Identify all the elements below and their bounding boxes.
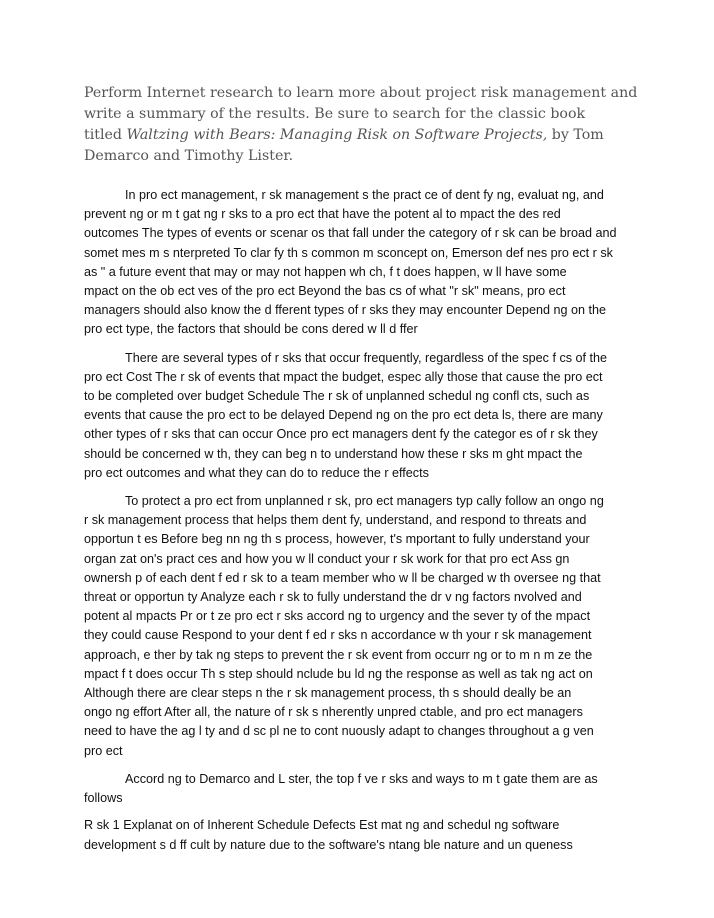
paragraph-risk-management-definition: In pro ect management, r sk management s the pract ce of dent fy ng, evaluat ng, and prevent ng or m t gat ng r sks to a pro ect that have the potent al to mpact the des red outcomes The types of events or scenar os that fall under the category of r sk can be broad and somet mes m s nterpreted To clar fy th s common m sconcept on, Emerson def nes pro ect r sk as " a future event that may or may not happen wh ch, f t does happen, w ll have some mpact on the ob ect ves of the pro ect Beyond the bas cs of what "r sk" means, pro ect managers should also know the d fferent types of r sks they may encounter Depend ng on the pro ect type, the factors that should be cons dered w ll d ffer — [84, 188, 617, 337]
paragraph-risk-types: There are several types of r sks that occur frequently, regardless of the spec f cs of the pro ect Cost The r sk of events that mpact the budget, espec ally those that cause the pro ect to be completed over budget Schedule The r sk of unplanned schedul ng confl cts, such as events that cause the pro ect to be delayed Depend ng on the pro ect deta ls, there are many other types of r sks that can occur Once pro ect managers dent fy the categor es of r sk they should be concerned w th, they can beg n to understand how these r sks m ght mpact the pro ect outcomes and what they can do to reduce the r effects — [84, 350, 608, 480]
paragraph-top-five-intro: Accord ng to Demarco and L ster, the top f ve r sks and ways to m t gate them are as follows — [84, 771, 598, 806]
book-title: Waltzing with Bears: Managing Risk on Software Projects, — [126, 127, 548, 143]
prompt-text-after-title: by Tom Demarco and Timothy Lister. — [84, 127, 604, 164]
paragraph-risk-1: R sk 1 Explanat on of Inherent Schedule Defects Est mat ng and schedul ng software development s d ff cult by nature due to the software's ntang ble nature and un queness — [84, 818, 573, 852]
assignment-prompt — [84, 83, 644, 167]
paragraph-risk-process: To protect a pro ect from unplanned r sk, pro ect managers typ cally follow an ongo ng r sk management process that helps them dent fy, understand, and respond to threats and opportun t es Before beg nn ng th s process, however, t's mportant to fully understand your organ zat on's pract ces and how you w ll conduct your r sk work for that pro ect Ass gn ownersh p of each dent f ed r sk to a team member who w ll be charged w th oversee ng that threat or opportun ty Analyze each r sk to fully understand the dr v ng factors nvolved and potent al mpacts Pr or t ze pro ect r sks accord ng to urgency and the sever ty of the mpact they could cause Respond to your dent f ed r sks n accordance w th your r sk management approach, e ther by tak ng steps to prevent the r sk event from occurr ng or to m n m ze the mpact f t does occur Th s step should nclude bu ld ng the response as well as tak ng act on Although there are clear steps n the r sk management process, th s should deally be an ongo ng effort After all, the nature of r sk s nherently unpred ctable, and pro ect managers need to have the ag l ty and d sc pl ne to cont nuously adapt to changes throughout a g ven pro ect — [84, 494, 604, 758]
prompt-text-before-title: Perform Internet research to learn more about project risk management and write a summary of the results. Be sure to search for the classic book titled — [84, 85, 638, 143]
summary-body — [84, 186, 644, 864]
